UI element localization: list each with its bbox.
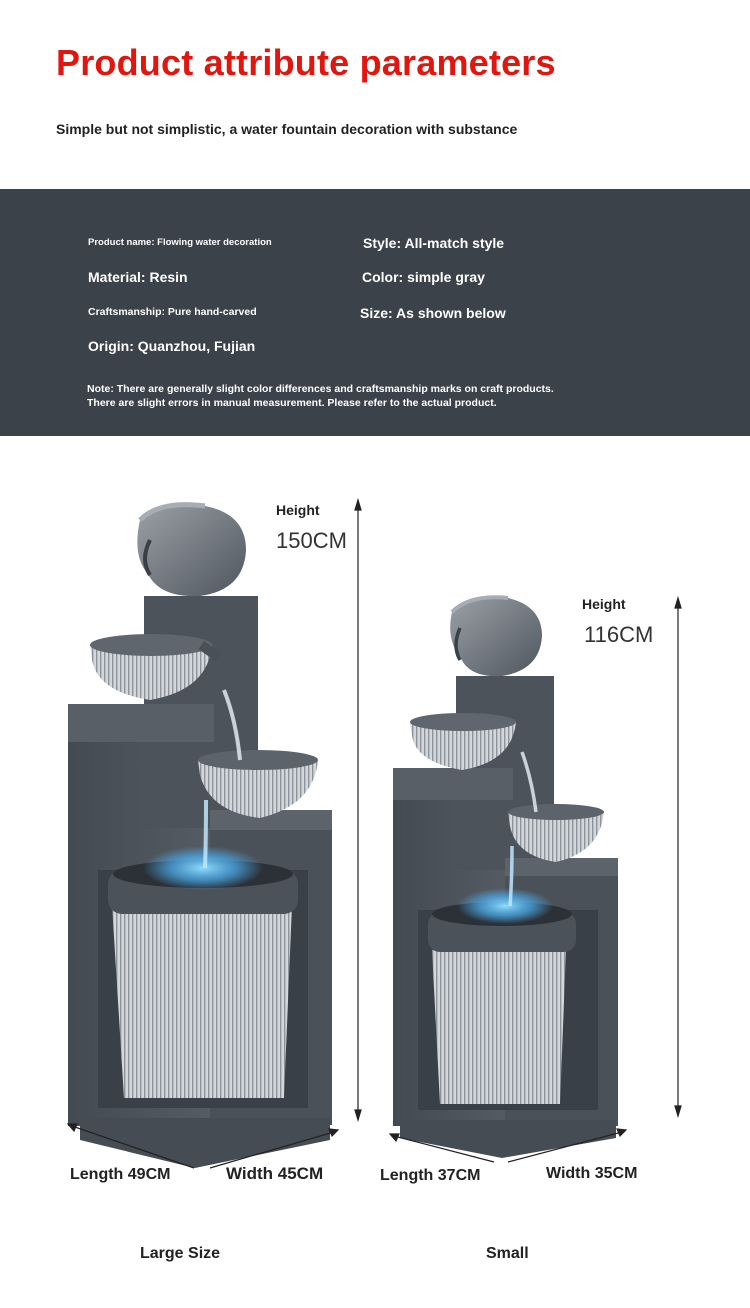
small-size-name: Small — [486, 1245, 529, 1262]
spec-note-line-1: Note: There are generally slight color differences and craftsmanship marks on craft products. — [87, 383, 554, 395]
large-fountain — [68, 505, 332, 1168]
spec-note-line-2: There are slight errors in manual measurement. Please refer to the actual product. — [87, 397, 497, 409]
spec-origin: Origin: Quanzhou, Fujian — [88, 338, 256, 354]
small-length: Length 37CM — [380, 1167, 481, 1184]
page-title: Product attribute parameters — [56, 42, 556, 83]
large-length: Length 49CM — [70, 1166, 171, 1183]
large-height-value: 150CM — [276, 528, 347, 553]
large-height-label: Height — [276, 502, 320, 518]
spec-material: Material: Resin — [88, 269, 188, 285]
spec-style: Style: All-match style — [363, 235, 505, 251]
spec-craftsmanship: Craftsmanship: Pure hand-carved — [88, 306, 257, 318]
small-fountain — [393, 597, 618, 1158]
large-size-name: Large Size — [140, 1245, 221, 1262]
small-height-value: 116CM — [584, 622, 654, 647]
large-width: Width 45CM — [226, 1164, 324, 1183]
small-width: Width 35CM — [546, 1165, 638, 1182]
spec-size: Size: As shown below — [360, 305, 506, 321]
spec-note — [87, 382, 554, 410]
small-height-label: Height — [582, 596, 626, 612]
spec-product-name: Product name: Flowing water decoration — [88, 237, 272, 248]
page-subtitle: Simple but not simplistic, a water fountain decoration with substance — [56, 121, 518, 137]
spec-color: Color: simple gray — [362, 269, 485, 285]
